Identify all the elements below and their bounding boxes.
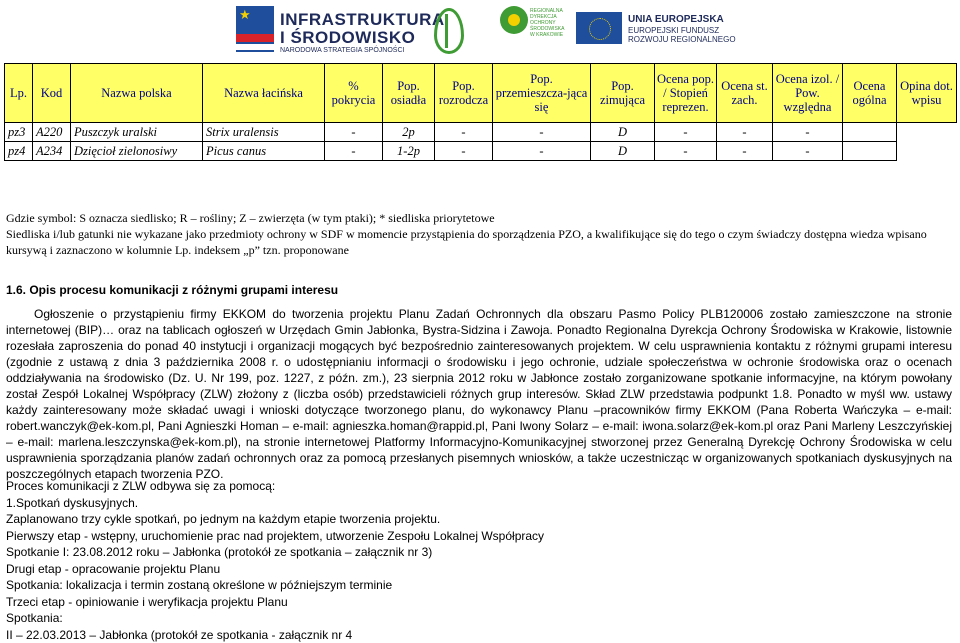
table-header: Kod [33, 64, 71, 123]
table-cell: D [591, 123, 655, 142]
table-cell: - [325, 123, 383, 142]
table-cell-empty [843, 142, 897, 161]
table-header: Pop. osiadła [383, 64, 435, 123]
table-cell: pz4 [5, 142, 33, 161]
table-header: Pop. przemieszcza-jąca się [493, 64, 591, 123]
table-row [5, 142, 957, 161]
infrastruktura-line1: INFRASTRUKTURA [280, 10, 445, 30]
table-cell-empty [843, 123, 897, 142]
table-cell: Dzięcioł zielonosiwy [71, 142, 203, 161]
eu-flag-icon [576, 12, 622, 44]
table-notes [6, 210, 956, 258]
infrastruktura-emblem-icon: ★ [236, 6, 274, 52]
table-row [5, 123, 957, 142]
table-cell-empty [897, 142, 957, 161]
table-header: Ocena ogólna [843, 64, 897, 123]
species-table [4, 63, 957, 161]
table-cell: A234 [33, 142, 71, 161]
list-item: Spotkanie I: 23.08.2012 roku – Jabłonka (protokół ze spotkania – załącznik nr 3) [6, 544, 952, 561]
table-cell-empty [897, 123, 957, 142]
table-cell: - [493, 123, 591, 142]
eu-line2-text: EUROPEJSKI FUNDUSZ [628, 26, 736, 35]
list-item: Spotkania: [6, 610, 952, 627]
logo-bar [0, 0, 960, 60]
table-cell: - [325, 142, 383, 161]
table-cell: - [717, 142, 773, 161]
table-header: Pop. rozrodcza [435, 64, 493, 123]
leaf-logo-icon [432, 4, 462, 54]
table-cell: - [773, 123, 843, 142]
table-cell: - [655, 142, 717, 161]
table-cell: D [591, 142, 655, 161]
section-paragraph: Ogłoszenie o przystąpieniu firmy EKKOM do tworzenia projektu Planu Zadań Ochronnych dla obszaru Pasmo Policy PLB120006 zostało zamieszczone na stronie internetowej (BIP)… oraz na tablicach ogłoszeń w Urzędach Gmin Jabłonka, Bystra-Sidzina i Zawoja. Ponadto Regionalna Dyrekcja Ochrony Środowiska w Krakowie, listownie rozesłała zaproszenia do ponad 40 instytucji i organizacji mogących być bezpośrednio zainteresowanych projektem. W celu usprawnienia kontaktu z różnymi grupami interesu (zgodnie z ustawą z dnia 3 października 2008 r. o udostępnianiu informacji o środowisku i jego ochronie, udziale społeczeństwa w ochronie środowiska oraz o ocenach oddziaływania na środowisko (Dz. U. Nr 199, poz. 1227, z późn. zm.), 23 sierpnia 2012 roku w Jabłonce zostało zorganizowane spotkanie informacyjne, na którym powołany został Zespół Lokalnej Współpracy (ZLW) złożony z (liczba osób) przedstawicieli różnych grup interesów. Skład ZLW przedstawia podpunkt 1.8. Ponadto w myśl ww. ustawy każdy zainteresowany może składać uwagi i wnioski dotyczące tworzonego planu, do wykonawcy Planu –pracowników firmy EKKOM (Pana Roberta Wańczyka – e-mail: robert.wanczyk@ek-kom.pl, Pani Agnieszki Homan – e-mail: agnieszka.homan@rappid.pl, Pani Iwony Solarz – e-mail: iwona.solarz@ek-kom.pl oraz Pani Marleny Leszczyńskiej – e-mail: marlena.leszczynska@ek-kom.pl), na stronie internetowej Platformy Informacyjno-Komunikacyjnej stworzonej przez Generalną Dyrekcję Ochrony Środowiska w celu usprawnienia sporządzania planów zadań ochronnych oraz za pomocą przesłanych pisemnych wniosków, a także uczestnicząc w organizowanych spotkaniach dyskusyjnych na poszczególnych etapach tworzenia PZO. [6, 306, 952, 482]
rdos-text: REGIONALNA DYREKCJA OCHRONY ŚRODOWISKA W KRAKOWIE [530, 8, 566, 38]
list-item: Spotkania: lokalizacja i termin zostaną określone w późniejszym terminie [6, 577, 952, 594]
table-header: Ocena pop. / Stopień reprezen. [655, 64, 717, 123]
table-header: Pop. zimująca [591, 64, 655, 123]
notes-proposed: Siedliska i/lub gatunki nie wykazane jako przedmioty ochrony w SDF w momencie przystąpienia do sporządzenia PZO, a kwalifikujące się do tego o czym świadczy dostępna wiedza wpisano kursywą i zaznaczono w kolumnie Lp. indeksem „p” tzn. proponowane [6, 226, 956, 258]
list-item: Proces komunikacji z ZLW odbywa się za pomocą: [6, 478, 952, 495]
table-cell: A220 [33, 123, 71, 142]
infrastruktura-line3: NARODOWA STRATEGIA SPÓJNOŚCI [280, 47, 404, 54]
table-cell: - [773, 142, 843, 161]
table-header: Nazwa polska [71, 64, 203, 123]
list-item: Trzeci etap - opiniowanie i weryfikacja projektu Planu [6, 594, 952, 611]
section-body [6, 306, 952, 482]
table-cell: - [493, 142, 591, 161]
process-list [6, 478, 952, 643]
infrastruktura-logo [236, 4, 406, 54]
rdos-seal-icon [500, 6, 528, 34]
list-item: Zaplanowano trzy cykle spotkań, po jednym na każdym etapie tworzenia projektu. [6, 511, 952, 528]
infrastruktura-line2: I ŚRODOWISKO [280, 28, 415, 48]
list-item: Drugi etap - opracowanie projektu Planu [6, 561, 952, 578]
eu-logo [576, 4, 761, 54]
table-cell: - [655, 123, 717, 142]
eu-line1: UNIA EUROPEJSKA [628, 14, 724, 25]
section-title: 1.6. Opis procesu komunikacji z różnymi grupami interesu [6, 283, 338, 297]
table-cell: 1-2p [383, 142, 435, 161]
table-header: Ocena izol. / Pow. względna [773, 64, 843, 123]
table-header: Nazwa łacińska [203, 64, 325, 123]
notes-legend: Gdzie symbol: S oznacza siedlisko; R – rośliny; Z – zwierzęta (w tym ptaki); * siedliska priorytetowe [6, 210, 956, 226]
table-cell: - [435, 142, 493, 161]
eu-line3-text: ROZWOJU REGIONALNEGO [628, 35, 736, 44]
table-cell: 2p [383, 123, 435, 142]
list-item: 1.Spotkań dyskusyjnych. [6, 495, 952, 512]
list-item: Pierwszy etap - wstępny, uruchomienie prac nad projektem, utworzenie Zespołu Lokalnej Współpracy [6, 528, 952, 545]
list-item: II – 22.03.2013 – Jabłonka (protokół ze spotkania - załącznik nr 4 [6, 627, 952, 643]
rdos-logo [498, 4, 566, 54]
table-header: Ocena st. zach. [717, 64, 773, 123]
table-cell: - [435, 123, 493, 142]
table-header: Opina dot. wpisu [897, 64, 957, 123]
table-cell: pz3 [5, 123, 33, 142]
table-cell: Puszczyk uralski [71, 123, 203, 142]
table-cell: Strix uralensis [203, 123, 325, 142]
table-cell: - [717, 123, 773, 142]
eu-line2 [628, 26, 736, 44]
table-header-row [5, 64, 957, 123]
table-header: % pokrycia [325, 64, 383, 123]
table-cell: Picus canus [203, 142, 325, 161]
table-header: Lp. [5, 64, 33, 123]
